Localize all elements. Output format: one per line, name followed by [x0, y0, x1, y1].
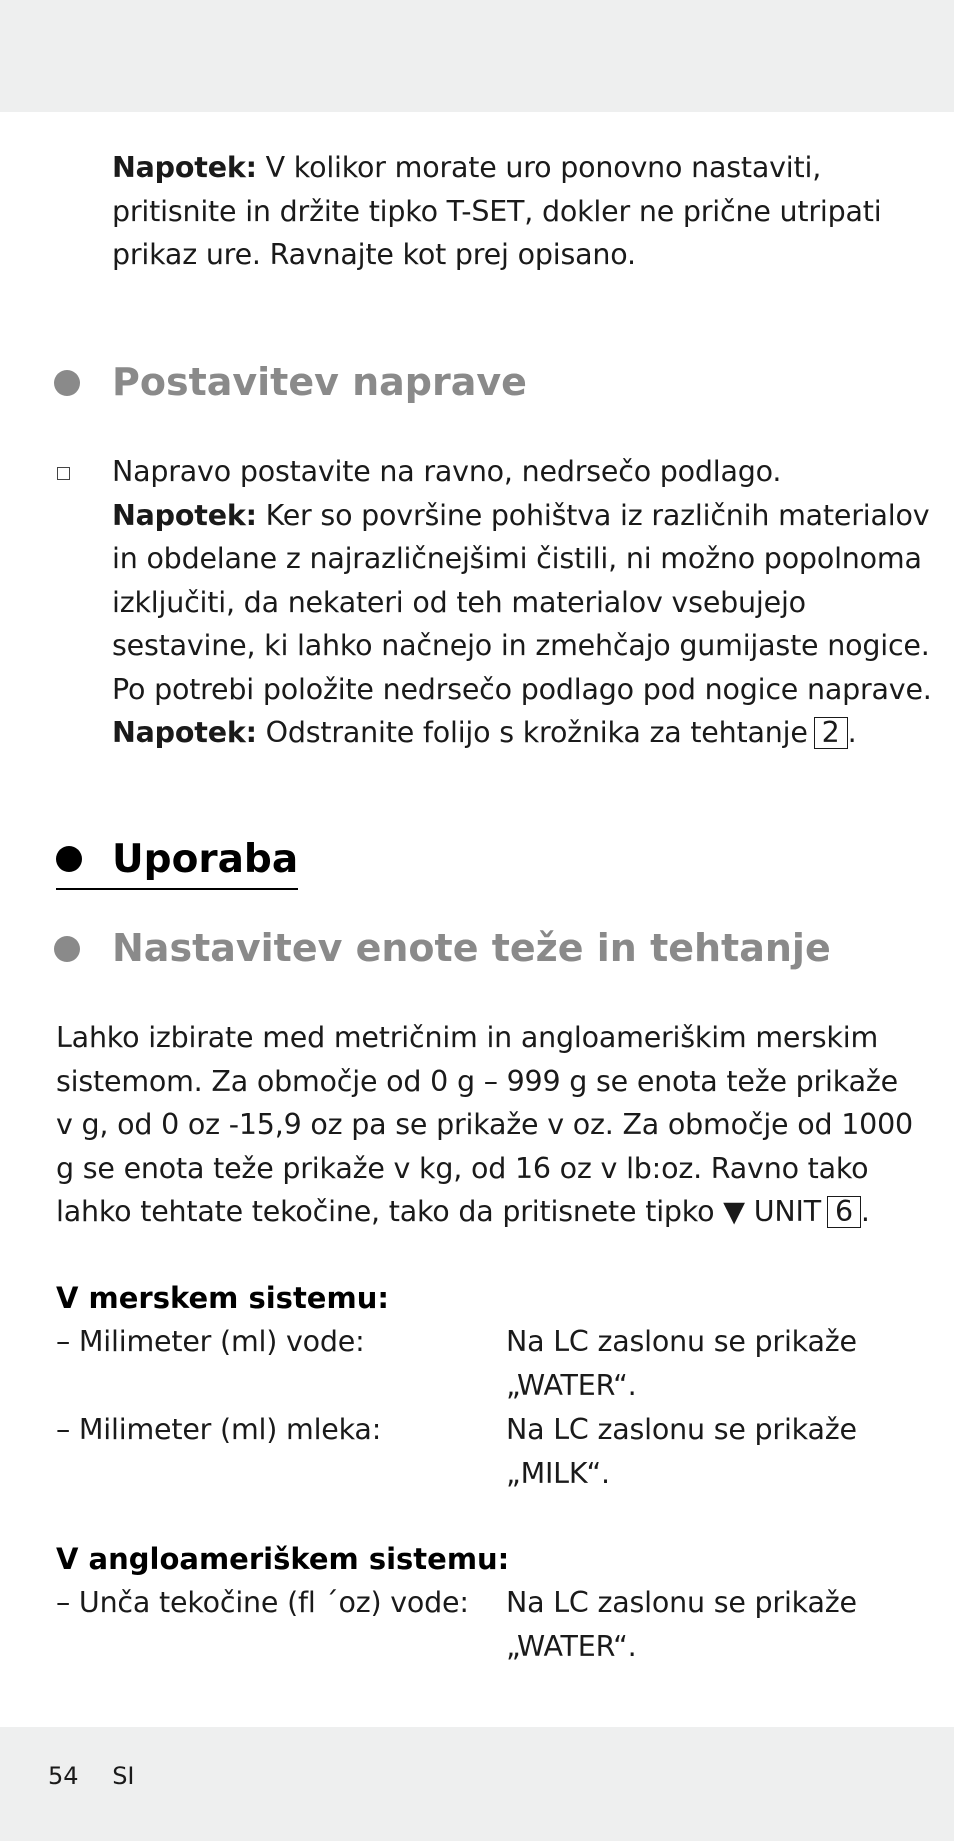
intro-text: Lahko izbirate med metričnim in angloameriškim merskim sistemom. Za območje od 0 g – 999 g se enota teže prikaže v g, od 0 oz -15,9 oz pa se prikaže v oz. Za območje od 1000 g se enota teže prikaže v kg, od 16 oz v lb:oz. Ravno tako lahko tehtate tekočine, tako da pritisnete tipko ▼ UNIT [56, 1021, 913, 1228]
metric-heading: V merskem sistemu: [56, 1281, 389, 1315]
item-label: – Milimeter (ml) mleka: [56, 1413, 382, 1446]
item-label: – Milimeter (ml) vode: [56, 1325, 365, 1358]
footer-band [0, 1727, 954, 1841]
page-footer [48, 1762, 135, 1790]
bullet-dot-icon [54, 936, 80, 962]
imperial-heading: V angloameriškem sistemu: [56, 1542, 510, 1576]
heading-use-text: Uporaba [112, 837, 299, 882]
item-display: „WATER“. [506, 1629, 637, 1663]
note-label: Napotek: [112, 498, 257, 532]
item-display: „WATER“. [506, 1368, 637, 1402]
setup-line: Napravo postavite na ravno, nedrsečo podlago. [112, 455, 782, 488]
page-number: 54 [48, 1762, 79, 1790]
bullet-dot-icon [56, 846, 82, 872]
note-time-reset [112, 146, 912, 277]
heading-setup-text: Postavitev naprave [112, 360, 527, 404]
item-value: Na LC zaslonu se prikaže [506, 1325, 857, 1358]
checkbox-icon [57, 467, 70, 480]
note-text: Ker so površine pohištva iz različnih materialov in obdelane z najrazličnejšimi čistili, ni možno popolnoma izključiti, da nekateri od teh materialov vsebujejo sestavine, ki lahko načnejo in zmehčajo gumijaste nogice. Po potrebi položite nedrsečo podlago pod nogice naprave. [112, 498, 932, 706]
language-code: SI [112, 1762, 135, 1790]
bullet-dot-icon [54, 370, 80, 396]
note-label: Napotek: [112, 716, 257, 749]
heading-use [56, 836, 298, 890]
unit-intro [56, 1016, 916, 1234]
list-item [56, 1581, 916, 1669]
item-value: Na LC zaslonu se prikaže [506, 1586, 857, 1619]
punctuation: . [860, 1195, 870, 1228]
heading-unit-text: Nastavitev enote teže in tehtanje [112, 926, 831, 970]
setup-instructions [112, 450, 932, 755]
item-display: „MILK“. [506, 1456, 610, 1490]
item-label: – Unča tekočine (fl ´oz) vode: [56, 1586, 469, 1619]
heading-unit [112, 924, 831, 972]
part-reference-box: 2 [814, 717, 848, 749]
list-item [56, 1320, 916, 1408]
part-reference-box: 6 [827, 1196, 861, 1228]
note-text: V kolikor morate uro ponovno nastaviti, pritisnite in držite tipko T-SET, dokler ne prične utripati prikaz ure. Ravnajte kot prej opisano. [112, 151, 882, 271]
note-text: Odstranite folijo s krožnika za tehtanje [256, 716, 808, 749]
punctuation: . [847, 716, 857, 749]
note-label: Napotek: [112, 151, 257, 184]
header-band [0, 0, 954, 112]
heading-setup [112, 358, 527, 406]
list-item [56, 1408, 916, 1496]
item-value: Na LC zaslonu se prikaže [506, 1413, 857, 1446]
